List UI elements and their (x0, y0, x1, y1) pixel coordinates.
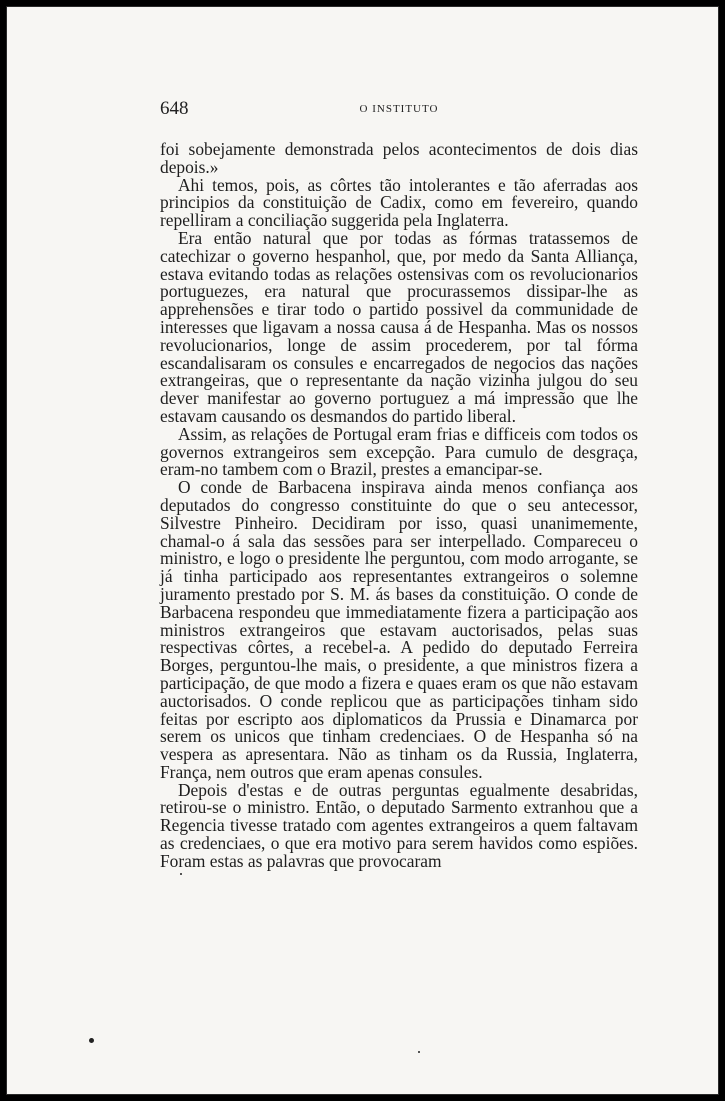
running-head (160, 98, 638, 124)
paragraph-cortes: Ahi temos, pois, as côrtes tão intolerantes e tão aferradas aos principios da constituição de Cadix, como em fevereiro, quando repelliram a conciliação suggerida pela Inglaterra. (160, 174, 638, 231)
speck (418, 1051, 420, 1053)
speck (180, 873, 182, 875)
page-number: 648 (160, 98, 189, 119)
paragraph-hespanha: Era então natural que por todas as fórmas tratassemos de catechizar o governo hespanhol, que, por medo da Santa Alliança, estava evitando todas as relações ostensivas com os revolucionarios portuguezes, era natural que procurassemos dissipar-lhe as apprehensões e tirar todo o partido possivel da communidade de interesses que ligavam a nossa causa á de Hespanha. Mas os nossos revolucionarios, longe de assim procederem, por tal fórma escandalisaram os consules e encarregados de negocios das nações extrangeiras, que o representante da nação vizinha julgou do seu dever manifestar ao governo portuguez a má impressão que lhe estavam causando os desmandos do partido liberal. (160, 227, 638, 426)
body-text (160, 141, 638, 871)
paragraph-sarmento: Depois d'estas e de outras perguntas egualmente desabridas, retirou-se o ministro. Então, o deputado Sarmento extranhou que a Regencia tivesse tratado com agentes extrangeiros a quem faltavam as credenciaes, o que era motivo para serem havidos como espiões. Foram estas as palavras que provocaram (160, 779, 638, 871)
paragraph-barbacena: O conde de Barbacena inspirava ainda menos confiança aos deputados do congresso constituinte do que o seu antecessor, Silvestre Pinheiro. Decidiram por isso, quasi unanimemente, chamal-o á sala das sessões para ser interpellado. Compareceu o ministro, e logo o presidente lhe perguntou, com modo arrogante, se já tinha participado aos representantes extrangeiros o solemne juramento prestado por S. M. ás bases da constituição. O conde de Barbacena respondeu que immediatamente fizera a participação aos ministros extrangeiros que estavam auctorisados, pelas suas respectivas côrtes, a recebel-a. A pedido do deputado Ferreira Borges, perguntou-lhe mais, o presidente, a que ministros fizera a participação, de que modo a fizera e quaes eram os que não estavam auctorisados. O conde replicou que as participações tinham sido feitas por escripto aos diplomaticos da Prussia e Dinamarca por serem os unicos que tinham credenciaes. O de Hespanha só na vespera as apresentara. Não as tinham os da Russia, Inglaterra, França, nem outros que eram apenas consules. (160, 477, 638, 782)
paragraph-continuation: foi sobejamente demonstrada pelos acontecimentos de dois dias depois.» (160, 139, 638, 177)
running-title: O INSTITUTO (359, 103, 439, 115)
paragraph-relations: Assim, as relações de Portugal eram frias e difficeis com todos os governos extrangeiros sem excepção. Para cumulo de desgraça, eram-no tambem com o Brazil, prestes a emancipar-se. (160, 423, 638, 480)
speck (89, 1038, 94, 1043)
